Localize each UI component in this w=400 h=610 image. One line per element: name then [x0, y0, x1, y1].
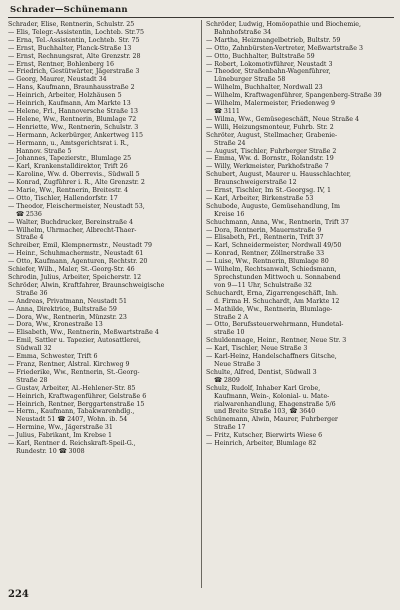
directory-entry-line: Straße 4	[16, 234, 44, 242]
directory-entry-line: Neue Straße 3	[214, 360, 261, 368]
directory-entry-line: Braunschweigerstraße 12	[214, 179, 297, 187]
directory-entry-line: — Marie, Ww., Rentnerin, Breitestr. 4	[8, 187, 129, 195]
directory-entry-line: Bahnhofstraße 34	[214, 28, 272, 36]
directory-entry-line: Straße 36	[16, 289, 48, 297]
directory-entry-line: — Emma, Schwester, Trift 6	[8, 353, 98, 361]
directory-entry-line: — Heinrich, Rentner, Berggartenstraße 15	[8, 400, 145, 408]
directory-entry-line: Schröter, August, Stellmacher, Grabenie-	[206, 131, 338, 139]
directory-entry-line: Südwall 32	[16, 345, 52, 353]
directory-entry-line: Schuldenmage, Heinr., Rentner, Neue Str. 3	[206, 337, 347, 345]
directory-entry-line: — Konrad, Rentner, Zöllnerstraße 33	[206, 250, 325, 258]
directory-entry-line: Lüneburger Straße 58	[214, 76, 286, 84]
directory-entry-line: — Herm., Kaufmann, Tabakwarenhdlg.,	[8, 408, 135, 416]
directory-entry-line: — Friedrich, Gestütwärter, Jägerstraße 3	[8, 68, 140, 76]
directory-entry-line: Straße 17	[214, 424, 246, 432]
directory-entry-line: Schulte, Alfred, Dentist, Südwall 3	[206, 368, 317, 376]
directory-entry-line: — Theodor, Fleischermeister, Neustadt 53,	[8, 202, 145, 210]
directory-entry-line: — Karl, Krankenstalldirektor, Trift 26	[8, 163, 128, 171]
directory-entry-line: Kaufmann, Wein-, Kolonial- u. Mate-	[214, 392, 330, 400]
directory-entry-line: — Heinrich, Arbeiter, Holzhäusen 5	[8, 92, 122, 100]
directory-entry-line: — Johannes, Tapezierstr., Blumlage 25	[8, 155, 132, 163]
directory-entry-line: — Elisabeth, Ww., Rentnerin, Meßwartstraße 4	[8, 329, 159, 337]
directory-entry-line: — Anna, Direktrice, Bultstraße 59	[8, 305, 117, 313]
directory-entry-line: Schrodin, Julius, Arbeiter, Speicherstr. 12	[8, 274, 142, 281]
directory-entry-line: — Georg, Maurer, Neustadt 34	[8, 76, 107, 84]
directory-entry-line: ☎ 3111	[214, 107, 240, 115]
directory-entry-line: d. Firma H. Schuchardt, Am Markte 12	[214, 297, 340, 305]
directory-entry-line: — Hans, Kaufmann, Braunhausstraße 2	[8, 84, 135, 92]
directory-entry-line: ☎ 2536	[16, 210, 42, 218]
header-rule	[8, 17, 394, 18]
directory-entry-line: — Robert, Lokomotivführer, Neustadt 3	[206, 60, 333, 68]
directory-entry-line: — Ernst, Buchhalter, Planck-Straße 13	[8, 44, 132, 52]
directory-entry-line: Neustadt 51 ☎ 2407, Wohn. ib. 54	[16, 416, 128, 424]
directory-entry-line: — Wilhelm, Rechtsanwalt, Schiedsmann,	[206, 266, 337, 274]
directory-entry-line: — Wilhelm, Malermeister, Friedenweg 9	[206, 100, 336, 108]
directory-entry-line: und Breite Straße 103, ☎ 3640	[214, 408, 316, 416]
directory-entry-line: — Fritz, Kutscher, Bierwirts Wiese 6	[206, 432, 323, 440]
directory-entry-line: — Ernst, Rentner, Bohlenberg 16	[8, 60, 114, 68]
directory-entry-line: — Wilhelm, Uhrmacher, Albrecht-Thaer-	[8, 226, 137, 234]
directory-entry-line: — Karl, Schneidermeister, Nordwall 49/50	[206, 242, 342, 250]
directory-entry-line: — Ernst, Tischler, Im St.-Georgsg. IV, 1	[206, 187, 332, 195]
directory-entry-line: — Walter, Buchdrucker, Bereinstraße 4	[8, 218, 133, 226]
directory-entry-line: — Mathilde, Ww., Rentnerin, Blumlage-	[206, 305, 333, 313]
directory-entry-line: Schulz, Rudolf, Inhaber Karl Grobe,	[206, 384, 321, 392]
directory-entry-line: Kreise 16	[214, 210, 245, 218]
directory-entry-line: Schiefer, Wilh., Maler, St.-Georg-Str. 46	[8, 266, 135, 274]
directory-entry-line: — Dora, Ww., Rentnerin, Münzstr. 23	[8, 313, 127, 321]
directory-entry-line: — Wilma, Ww., Gemüsegeschäft, Neue Straße 4	[206, 115, 360, 123]
directory-entry-line: — Wilhelm, Kraftwagenführer, Spangenberg-Straße 39	[206, 92, 382, 100]
directory-entry-line: — Julius, Fabrikant, Im Krebse 1	[8, 432, 113, 440]
directory-entry-line: — Karoline, Ww. d. Oberrevis., Südwall 5	[8, 171, 140, 179]
directory-entry-line: Straße 24	[214, 139, 246, 147]
directory-entry-line: — Hermine, Ww., Jägerstraße 31	[8, 424, 113, 432]
directory-entry-line: Schröder, Ludwig, Homöopathie und Biochemie,	[206, 21, 362, 28]
directory-entry-line: — Emma, Ww. d. Bornstr., Rolandstr. 19	[206, 155, 334, 163]
directory-entry-line: Schuchardt, Erna, Zigarrengeschäft, Inh.	[206, 289, 339, 297]
directory-entry-line: — Dora, Ww., Kronestraße 13	[8, 321, 103, 329]
directory-entry-line: — Helene, Frl., Hannoversche Straße 13	[8, 107, 138, 115]
page-header: Schrader—Schünemann	[10, 5, 128, 15]
column-divider	[201, 20, 202, 588]
directory-entry-line: — Erna, Tel.-Assistentin, Lochteb. Str. 75	[8, 36, 140, 44]
directory-entry-line: — Gustav, Arbeiter, Al.-Hehlener-Str. 85	[8, 384, 136, 392]
directory-entry-line: — Heinrich, Kraftwagenführer, Gelstraße 6	[8, 392, 147, 400]
directory-entry-line: Schröder, Alwin, Kraftfahrer, Braunschweigische	[8, 281, 165, 289]
directory-entry-line: — Otto, Buchhalter, Bultstraße 59	[206, 52, 315, 60]
right-column	[206, 21, 395, 448]
directory-entry-line: Straße 2 A	[214, 313, 249, 321]
directory-entry-line: — Franz, Rentner, Alstral. Kirchweg 9	[8, 360, 130, 368]
directory-entry-line: Sprechstunden Mittwoch u. Sonnabend	[214, 274, 341, 281]
directory-entry-line: — Elisabeth, Frl., Rentnerin, Trift 37	[206, 234, 324, 242]
directory-entry-line: — Helene, Ww., Rentnerin, Blumlage 72	[8, 115, 137, 123]
directory-entry-line: — Otto, Tischler, Hallendorfstr. 17	[8, 194, 118, 202]
directory-entry-line: Schuchmann, Anna, Ww., Rentnerin, Trift 37	[206, 218, 349, 226]
directory-entry-line: — Karl, Tischler, Neue Straße 3	[206, 345, 308, 353]
directory-entry-line: — Heinrich, Kaufmann, Am Markte 13	[8, 100, 131, 108]
left-column	[8, 21, 197, 456]
directory-entry-line: Schreiber, Emil, Klempnermstr., Neustadt 79	[8, 242, 153, 250]
directory-entry-line: Schrader, Elise, Rentnerin, Schulstr. 25	[8, 21, 135, 28]
directory-entry-line: — Willy, Werkmeister, Parkhofstraße 7	[206, 163, 329, 171]
directory-entry-line: — Ernst, Rechnungsrat, Alte Grenzstr. 28	[8, 52, 141, 60]
directory-entry-line: — Heinr., Schuhmachermstr., Neustadt 61	[8, 250, 144, 258]
directory-entry-line: — Andreas, Privatmann, Neustadt 51	[8, 297, 127, 305]
page-number: 224	[8, 589, 29, 600]
directory-entry-line: Schünemann, Alwin, Maurer, Fuhrberger	[206, 416, 338, 424]
directory-entry-line: — Henriette, Ww., Rentnerin, Schulstr. 3	[8, 123, 139, 131]
directory-entry-line: ☎ 2809	[214, 376, 240, 384]
directory-entry-line: — Friederike, Ww., Rentnerin, St.-Georg-	[8, 368, 140, 376]
directory-entry-line: — August, Tischler, Fuhrberger Straße 2	[206, 147, 337, 155]
directory-entry-line: — Hermann, u., Amtsgerichtsrat i. R.,	[8, 139, 129, 147]
directory-entry-line: von 9—11 Uhr, Schulstraße 32	[214, 281, 312, 289]
directory-entry-line: — Otto, Zahnbürsten-Vertreter, Meßwartstraße 3	[206, 44, 363, 52]
directory-entry-line: — Martha, Heizmangelbetrieb, Bultstr. 59	[206, 36, 341, 44]
directory-entry-line: — Willi, Heizungsmonteur, Fuhrb. Str. 2	[206, 123, 334, 131]
directory-entry-line: — Karl-Heinz, Handelschaffners Gitsche,	[206, 353, 337, 361]
directory-entry-line: rialwarenhandlung, Ehagenstraße 5/6	[214, 400, 336, 408]
directory-entry-line: — Dora, Rentnerin, Mauernstraße 9	[206, 226, 322, 234]
directory-entry-line: — Konrad, Zugführer i. R., Alte Grenzstr. 2	[8, 179, 145, 187]
directory-entry-line: Rundestr. 10 ☎ 3008	[16, 447, 85, 455]
directory-entry-line: Hannov. Straße 5	[16, 147, 72, 155]
directory-entry-line: — Otto, Berufssteuerwehrmann, Hundetal-	[206, 321, 344, 329]
directory-entry-line: Schubert, August, Maurer u. Hausschlachter,	[206, 171, 352, 179]
directory-entry-line: Straße 28	[16, 376, 48, 384]
directory-entry-line: — Otto, Kaufmann, Agenturen, Rechtstr. 20	[8, 258, 148, 266]
directory-entry-line: — Emil, Sattler u. Tapezier, Autosattlerei,	[8, 337, 141, 345]
directory-entry-line: straße 10	[214, 329, 245, 337]
directory-entry-line: — Karl, Rentner d. Reichskraft-Speil-G.,	[8, 440, 136, 448]
directory-entry-line: — Hermann, Ackerbürger, Ankertweg 115	[8, 131, 144, 139]
directory-entry-line: — Theodor, Straßenbahn-Wagenführer,	[206, 68, 331, 76]
directory-entry-line: — Elis, Telegr.-Assistentin, Lochteb. Str.75	[8, 28, 145, 36]
directory-entry-line: — Heinrich, Arbeiter, Blumlage 82	[206, 440, 317, 448]
directory-entry-line: — Luise, Ww., Rentnerin, Blumlage 80	[206, 258, 329, 266]
directory-entry-line: — Karl, Arbeiter, Birkenstraße 53	[206, 194, 314, 202]
directory-entry-line: — Wilhelm, Buchhalter, Nordwall 23	[206, 84, 323, 92]
directory-entry-line: Schubode, Auguste, Gemüsehandlung, Im	[206, 202, 340, 210]
